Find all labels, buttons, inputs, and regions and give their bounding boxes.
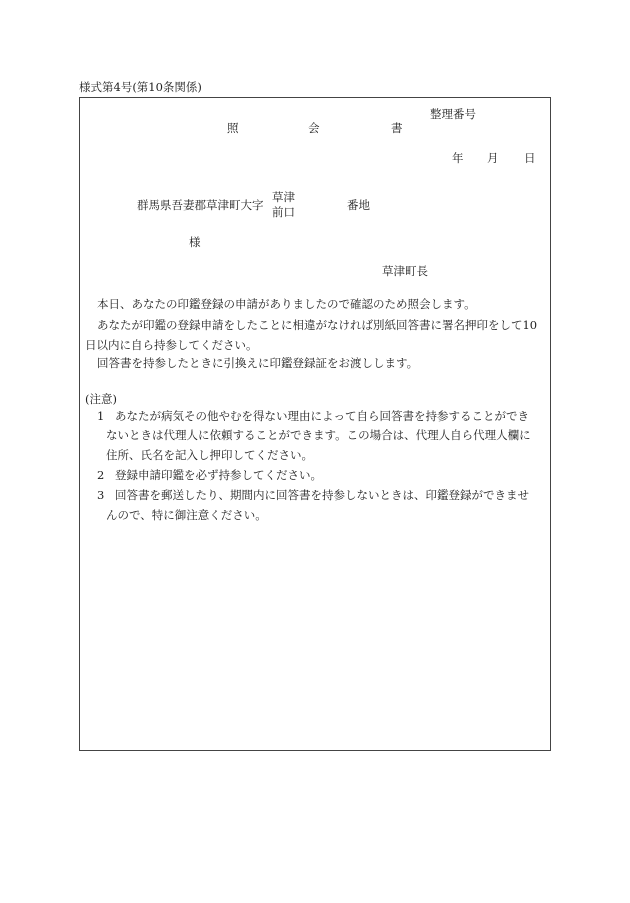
document-frame <box>79 97 551 751</box>
note-3 <box>97 490 529 502</box>
body-paragraph-3: 回答書を持参したときに引換えに印鑑登録証をお渡しします。 <box>97 356 419 370</box>
body-paragraph-2-line-1: あなたが印鑑の登録申請をしたことに相違がなければ別紙回答書に署名押印をして10 <box>97 318 538 332</box>
note-1-line-3: 住所、氏名を記入し押印してください。 <box>106 448 313 462</box>
note-2 <box>97 470 322 482</box>
note-1-line-1: あなたが病気その他やむを得ない理由によって自ら回答書を持参することができ <box>115 409 529 423</box>
address-banchi-label: 番地 <box>347 198 370 212</box>
note-1 <box>97 411 529 423</box>
document-title-char-3: 書 <box>391 121 403 135</box>
date-year-label: 年 <box>452 151 464 165</box>
address-choice-maeguchi: 前口 <box>272 205 295 219</box>
note-3-line-1: 回答書を郵送したり、期間内に回答書を持参しないときは、印鑑登録ができませ <box>115 488 529 502</box>
note-2-number: 2 <box>97 468 105 482</box>
document-title-char-2: 会 <box>308 121 320 135</box>
sender-name: 草津町長 <box>382 264 428 278</box>
reference-number-label: 整理番号 <box>430 107 476 121</box>
note-2-line-1: 登録申請印鑑を必ず持参してください。 <box>115 468 322 482</box>
document-title-char-1: 照 <box>227 121 239 135</box>
address-choice-kusatsu: 草津 <box>272 190 295 204</box>
date-day-label: 日 <box>524 151 536 165</box>
date-month-label: 月 <box>487 151 499 165</box>
note-1-line-2: ないときは代理人に依頼することができます。この場合は、代理人自ら代理人欄に <box>106 428 531 442</box>
body-paragraph-1: 本日、あなたの印鑑登録の申請がありましたので確認のため照会します。 <box>97 297 476 311</box>
address-prefix: 群馬県吾妻郡草津町大字 <box>137 198 264 212</box>
body-paragraph-2-line-2: 日以内に自ら持参してください。 <box>85 338 258 352</box>
note-3-number: 3 <box>97 488 105 502</box>
form-number-label: 様式第4号(第10条関係) <box>79 80 202 94</box>
notes-heading: (注意) <box>85 392 117 406</box>
note-1-number: 1 <box>97 409 105 423</box>
addressee-suffix: 様 <box>189 235 201 249</box>
note-3-line-2: んので、特に御注意ください。 <box>106 508 267 522</box>
